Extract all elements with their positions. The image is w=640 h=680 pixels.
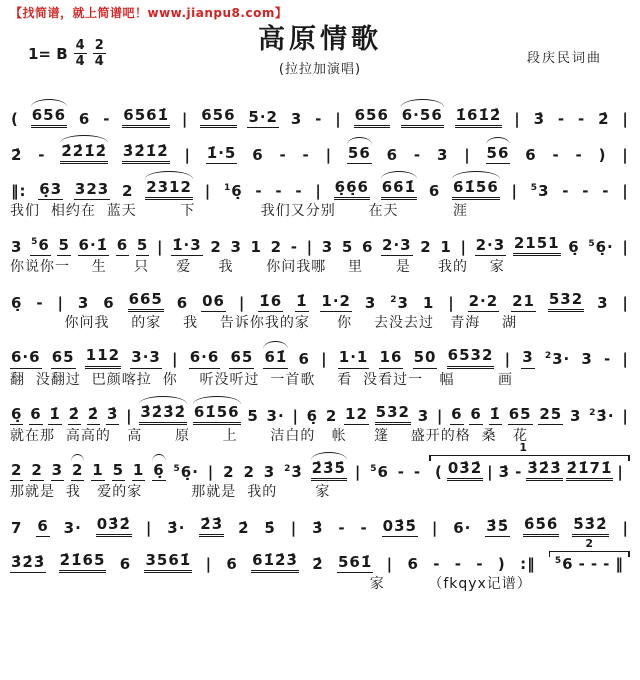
notation-line	[10, 504, 630, 537]
barline: |	[436, 406, 444, 425]
note: 6	[252, 145, 264, 164]
note: 3	[417, 406, 430, 425]
note: 3̇2̇3̇	[526, 460, 562, 481]
note: 6	[361, 237, 374, 256]
note: -	[433, 554, 441, 573]
barline: |	[514, 109, 521, 128]
note: 1	[440, 237, 452, 256]
note: -	[515, 462, 523, 481]
lyrics-line: 就在那 高高的 高 原 上 洁白的 帐 篷 盛开的格 桑 花	[10, 427, 529, 444]
barline: |	[57, 294, 64, 313]
note: 5̇	[264, 518, 276, 537]
volta-bracket	[549, 536, 630, 573]
barline: :‖	[520, 554, 536, 573]
score	[10, 95, 630, 593]
music-system	[10, 536, 630, 593]
note: -	[562, 181, 570, 200]
note: 3	[263, 462, 276, 481]
lyrics-line: 家 （fkqyx记谱）	[10, 576, 532, 593]
note: 3561̇	[144, 552, 192, 573]
lyrics-line: 翻 没翻过 巴颜喀拉 你 听没听过 一首歌 看 没看过一 幅 画	[10, 371, 514, 388]
grace-note: 2	[589, 407, 596, 418]
note: -	[590, 554, 599, 573]
note: 6	[103, 294, 115, 313]
note: -	[397, 462, 406, 481]
note: 1	[91, 462, 104, 481]
note: 2·3	[475, 237, 507, 256]
barline: |	[321, 350, 328, 369]
barline: |	[464, 145, 471, 164]
note: 532	[375, 404, 411, 425]
volta-label: 1	[519, 440, 529, 454]
note: -	[315, 109, 323, 128]
note: 5	[341, 237, 354, 256]
note: 2	[270, 237, 283, 256]
note: -	[38, 145, 46, 164]
notation-line	[10, 279, 630, 312]
time-signature-2-denominator: 4	[94, 54, 104, 69]
barline: |	[448, 294, 455, 313]
note: 6	[428, 181, 441, 200]
note: -	[360, 518, 368, 537]
note: 2̇	[87, 406, 100, 425]
note: 2	[420, 237, 432, 256]
note: $^5$6	[30, 237, 51, 256]
note: 16	[379, 349, 404, 368]
note: -	[275, 181, 283, 200]
note: 65	[508, 406, 533, 425]
barline: |	[181, 109, 189, 128]
note: -	[582, 181, 590, 200]
note: 6·	[453, 518, 472, 537]
note: 2̇	[312, 554, 324, 573]
barline: |	[511, 181, 519, 200]
barline: |	[126, 406, 133, 425]
site-watermark: 【找简谱，就上简谱吧！www.jianpu8.com】	[10, 6, 288, 20]
note: 1̇6	[258, 293, 283, 312]
note: 2̇	[238, 518, 250, 537]
note: )	[598, 145, 607, 164]
note: -	[604, 350, 612, 369]
note: (	[11, 109, 19, 128]
note: 6·1̇	[78, 237, 110, 256]
note: -	[454, 554, 462, 573]
note: 1̇	[48, 406, 61, 425]
barline: |	[354, 462, 362, 481]
note: 561̇	[337, 554, 373, 573]
note: 6̣	[10, 406, 23, 425]
notation-line	[10, 536, 630, 573]
grace-note: 2	[284, 463, 291, 474]
music-system	[10, 336, 630, 389]
note: $^1$6̣	[223, 181, 243, 200]
note: 1·2	[320, 293, 352, 312]
note: 3	[321, 237, 334, 256]
note: 25	[538, 406, 563, 425]
note: $^5$6	[554, 554, 574, 573]
note: $^2$3·	[544, 350, 571, 369]
barline: |	[205, 554, 213, 573]
grace-note: 5	[588, 238, 595, 249]
note: 5	[136, 237, 149, 256]
grace-note: 5	[173, 463, 180, 474]
note: $^5$3	[530, 181, 550, 200]
notation-line	[10, 440, 630, 481]
note: 61̇56	[452, 179, 500, 200]
music-system	[10, 279, 630, 332]
note: $^2$3̇	[284, 462, 303, 481]
note: 6̣	[11, 294, 23, 313]
barline: |	[290, 518, 298, 537]
note: 656	[200, 107, 236, 128]
note: 6	[36, 518, 49, 537]
note: 3̇2̇1̇2̇	[122, 143, 170, 164]
note: 6̣3	[38, 181, 63, 200]
note: 2̇2̇1̇2̇	[60, 143, 108, 164]
barline: ‖:	[11, 181, 27, 200]
note: 6·6	[10, 349, 42, 368]
note: -	[476, 554, 484, 573]
note: 2·2	[468, 293, 500, 312]
barline: |	[460, 237, 467, 256]
notation-line	[10, 131, 630, 164]
note: -	[577, 109, 586, 128]
note: -	[413, 462, 422, 481]
note: $^2$3	[390, 294, 409, 313]
note: 3	[364, 294, 377, 313]
barline: |	[156, 237, 164, 256]
note: 3	[569, 406, 582, 425]
note: -	[578, 554, 586, 573]
note: $^5$6̣·	[588, 237, 614, 256]
note: 2	[71, 462, 84, 481]
barline: |	[622, 181, 629, 200]
music-system	[10, 131, 630, 164]
note: 2312	[145, 179, 193, 200]
note: 5·2	[247, 109, 279, 128]
barline: |	[386, 554, 394, 573]
score-header	[10, 25, 630, 89]
note: 6̣	[152, 462, 165, 481]
key-time-signature	[28, 39, 106, 68]
note: 2151	[513, 235, 561, 256]
lyrics-line: 那就是 我 爱的家 那就是 我的 家	[10, 483, 331, 500]
performer-subtitle: (拉拉加演唱)	[278, 61, 362, 77]
note: 532	[548, 291, 584, 312]
note: -	[602, 181, 610, 200]
grace-note: 2	[544, 351, 552, 362]
note: -	[279, 145, 287, 164]
music-system	[10, 223, 630, 276]
note: 1	[132, 462, 145, 481]
note: 2̇	[11, 145, 23, 164]
note: 665	[128, 291, 164, 312]
note: 6̇5̇6̇	[523, 516, 559, 537]
note: 2	[210, 237, 222, 256]
note: 1̇61̇2̇	[455, 107, 503, 128]
note: 3	[230, 237, 242, 256]
note: 6	[469, 406, 482, 425]
barline: |	[184, 145, 191, 164]
note: 3	[436, 145, 449, 164]
note: 2	[30, 462, 43, 481]
note: 6532	[447, 347, 495, 368]
note: -	[575, 145, 583, 164]
note: 1̇	[295, 293, 308, 312]
barline: |	[622, 145, 629, 164]
note: -	[302, 145, 310, 164]
note: $^5$6̣·	[173, 462, 199, 481]
time-signature-2	[93, 39, 106, 68]
note: 3	[290, 109, 303, 128]
note: 6	[119, 554, 132, 573]
note: 6̣6̣6	[334, 179, 370, 200]
barline: |	[622, 518, 629, 537]
note: 6	[176, 294, 189, 313]
note: 5	[57, 237, 70, 256]
barline: |	[145, 518, 153, 537]
note: 2	[121, 181, 134, 200]
music-system	[10, 504, 630, 537]
grace-note: 5	[554, 555, 562, 566]
note: )	[497, 554, 506, 573]
note: 6	[298, 350, 310, 369]
barline: |	[431, 518, 439, 537]
note: 6561̇	[122, 107, 170, 128]
note: 6	[525, 145, 537, 164]
barline: ‖	[615, 554, 624, 573]
note: 1	[250, 237, 262, 256]
barline: |	[238, 294, 246, 313]
note: 65	[229, 349, 254, 368]
barline: |	[487, 462, 494, 481]
lyrics-line: 你问我 的家 我 告诉你我的家 你 去没去过 青海 湖	[10, 315, 518, 332]
note: 3̇·	[167, 518, 186, 537]
volta-bracket	[429, 440, 630, 481]
time-signature-1-denominator: 4	[75, 54, 85, 69]
note: 65	[51, 349, 76, 368]
grace-note: 5	[530, 182, 538, 193]
note: 2̇	[68, 406, 81, 425]
note: 6·56	[401, 107, 444, 128]
note: 2̇3̇	[199, 516, 224, 537]
note: 3̇	[312, 518, 324, 537]
note: 3̇5̇	[485, 518, 510, 537]
note: 6	[386, 145, 399, 164]
note: 03̇2̇	[447, 460, 483, 481]
volta-label: 2	[585, 536, 594, 550]
note: 50	[413, 349, 438, 368]
note: 2	[243, 462, 255, 481]
note: 6̣	[306, 406, 319, 425]
note: -	[413, 145, 422, 164]
note: 3	[581, 350, 593, 369]
note: 2̇3̇5̇	[311, 460, 347, 481]
notation-line	[10, 336, 630, 369]
lyrics-line: 我们 相约在 蓝天 下 我们又分别 在天 涯	[10, 203, 469, 219]
note: 5̇3̇2̇	[572, 516, 608, 537]
barline: |	[325, 145, 333, 164]
note: 56	[347, 145, 372, 164]
lyrics-line: 你说你一 生 只 爱 我 你问我哪 里 是 我的 家	[10, 259, 505, 276]
note: -	[338, 518, 346, 537]
note: 2̇1̇71̇	[566, 460, 614, 481]
barline: |	[204, 181, 212, 200]
note: 2	[325, 406, 338, 425]
note: 2	[223, 462, 235, 481]
grace-note: 1	[223, 182, 231, 193]
note: 12	[344, 406, 369, 425]
barline: |	[504, 350, 512, 369]
note: 5	[112, 462, 125, 481]
grace-note: 5	[370, 463, 377, 474]
note: 656	[31, 107, 67, 128]
note: $^2$3̇·	[589, 406, 615, 425]
barline: |	[292, 406, 299, 425]
note: 1	[422, 294, 435, 313]
note: 2̇	[598, 109, 610, 128]
note: 656	[354, 107, 390, 128]
note: 6	[450, 406, 463, 425]
note: -	[103, 109, 111, 128]
note: 2·3	[381, 237, 413, 256]
note: 1̇·3	[171, 237, 203, 256]
note: 7	[11, 518, 23, 537]
note: 5	[247, 406, 259, 425]
note: (	[435, 462, 443, 481]
time-signature-2-numerator: 2	[94, 38, 104, 53]
note: 3̇	[533, 109, 546, 128]
note: -	[557, 109, 566, 128]
note: -	[603, 554, 611, 573]
note: 3	[11, 237, 23, 256]
note: 6	[78, 109, 91, 128]
note: 61̇56	[193, 404, 241, 425]
barline: |	[207, 462, 215, 481]
barline: |	[622, 109, 629, 128]
note: 1·1	[338, 349, 370, 368]
notation-line	[10, 392, 630, 425]
barline: |	[622, 406, 629, 425]
barline: |	[306, 237, 314, 256]
note: 61̇	[263, 349, 288, 368]
note: 6̣	[568, 237, 580, 256]
note: 6	[29, 406, 42, 425]
music-system	[10, 167, 630, 220]
note: -	[255, 181, 263, 200]
note: 6·6	[189, 349, 221, 368]
note: -	[36, 294, 44, 313]
note: $^5$6	[370, 462, 389, 481]
time-signature-1-numerator: 4	[75, 38, 85, 53]
note: 3	[77, 294, 90, 313]
notation-line	[10, 95, 630, 128]
notation-line	[10, 223, 630, 256]
music-system	[10, 392, 630, 445]
notation-line	[10, 167, 630, 200]
note: 3·3	[130, 349, 162, 368]
grace-note: 2	[390, 295, 397, 306]
note: 1̇·5	[206, 145, 238, 164]
note: 3̇	[106, 406, 119, 425]
note: 2	[10, 462, 23, 481]
barline: |	[622, 237, 629, 256]
note: 6	[407, 554, 419, 573]
note: 6	[226, 554, 238, 573]
barline: |	[335, 109, 342, 128]
barline: |	[622, 350, 629, 369]
note: 61̇2̇3̇	[251, 552, 299, 573]
barline: |	[622, 294, 629, 313]
song-title: 高原情歌	[258, 24, 382, 55]
note: 112	[85, 347, 121, 368]
barline: |	[172, 350, 179, 369]
note: 3	[521, 349, 534, 368]
barline: |	[617, 462, 624, 481]
note: 56	[486, 145, 511, 164]
note: 03̇5̇	[382, 518, 418, 537]
key-label: 1= B	[28, 44, 68, 63]
note: 3̇2̇3̇	[10, 554, 46, 573]
note: 323	[74, 181, 110, 200]
music-system	[10, 440, 630, 501]
note: 661̇	[381, 179, 417, 200]
note: -	[552, 145, 560, 164]
composer-credit: 段庆民词曲	[526, 51, 602, 66]
barline: |	[315, 181, 322, 200]
note: 06	[201, 293, 226, 312]
note: 2̇1̇65	[59, 552, 107, 573]
note: 1̇	[489, 406, 502, 425]
music-system	[10, 95, 630, 128]
note: 3·	[266, 406, 285, 425]
note: 03̇2̇	[96, 516, 132, 537]
note: 3	[597, 294, 609, 313]
note: 6	[116, 237, 129, 256]
note: -	[290, 237, 298, 256]
note: -	[295, 181, 303, 200]
note: 21	[511, 293, 536, 312]
note: 3̇	[498, 462, 511, 481]
grace-note: 5	[31, 236, 38, 247]
note: 3̇2̇3̇2̇	[139, 404, 187, 425]
note: 3·	[63, 518, 82, 537]
time-signature-1	[74, 39, 87, 68]
note: 3	[51, 462, 64, 481]
